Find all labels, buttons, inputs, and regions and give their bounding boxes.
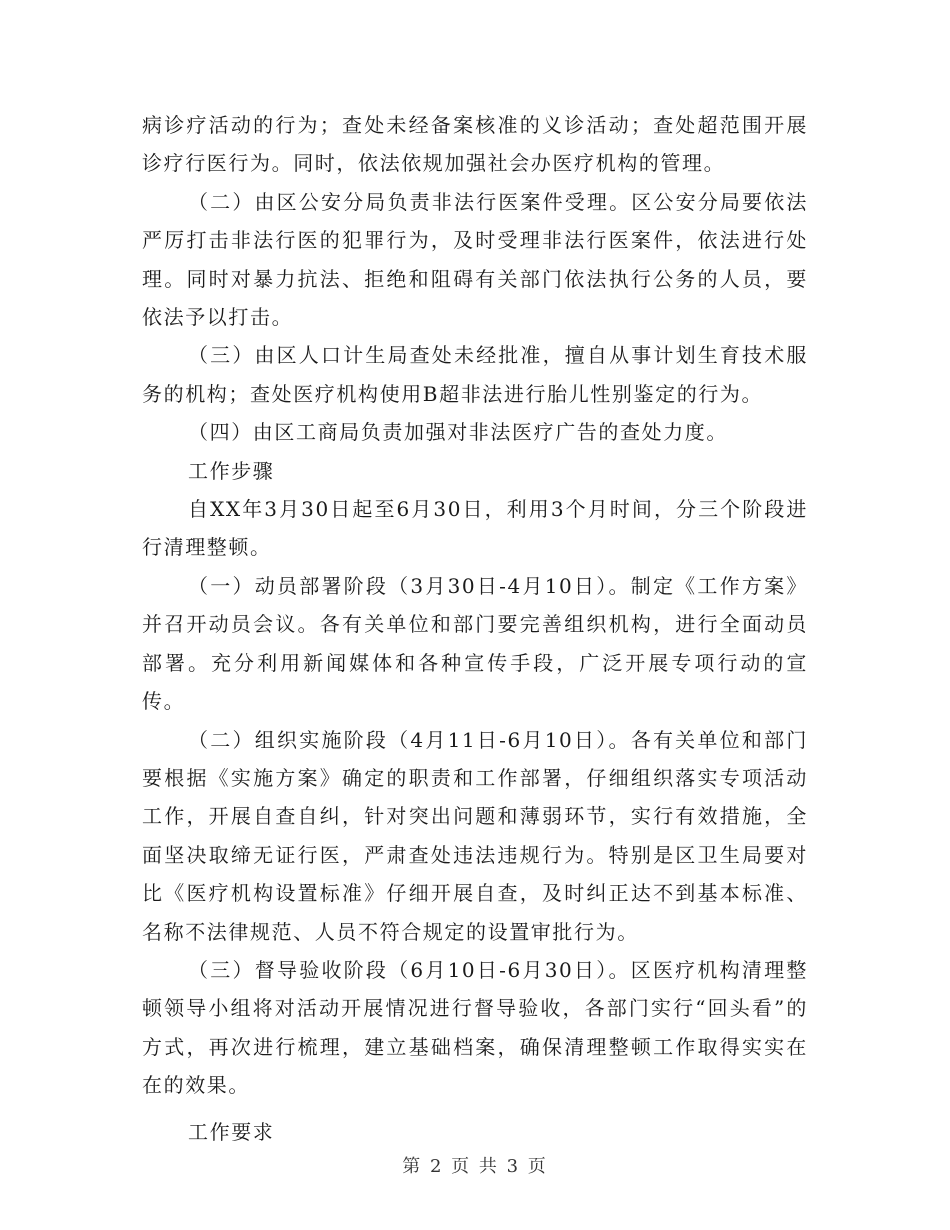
paragraph-commerce-bureau: （四）由区工商局负责加强对非法医疗广告的查处力度。 bbox=[188, 420, 728, 445]
page-footer: 第 2 页 共 3 页 bbox=[402, 1156, 548, 1177]
document-body bbox=[142, 106, 808, 1151]
paragraph-timeline: 自XX年3月30日起至6月30日，利用3个月时间，分三个阶段进行清理整顿。 bbox=[142, 497, 808, 560]
section-heading-work-requirements: 工作要求 bbox=[188, 1119, 275, 1144]
paragraph-stage-two: （二）组织实施阶段（4月11日-6月10日）。各有关单位和部门要根据《实施方案》确定的职责和工作部署，仔细组织落实专项活动工作，开展自查自纠，针对突出问题和薄弱环节，实行有效措施，全面坚决取缔无证行医，严肃查处违法违规行为。特别是区卫生局要对比《医疗机构设置标准》仔细开展自查，及时纠正达不到基本标准、名称不法律规范、人员不符合规定的设置审批行为。 bbox=[142, 727, 808, 944]
paragraph-stage-three: （三）督导验收阶段（6月10日-6月30日）。区医疗机构清理整顿领导小组将对活动开展情况进行督导验收，各部门实行“回头看”的方式，再次进行梳理，建立基础档案，确保清理整顿工作取得实实在在的效果。 bbox=[142, 957, 808, 1098]
paragraph-continued: 病诊疗活动的行为；查处未经备案核准的义诊活动；查处超范围开展诊疗行医行为。同时，依法依规加强社会办医疗机构的管理。 bbox=[142, 113, 808, 176]
section-heading-work-steps: 工作步骤 bbox=[188, 458, 275, 483]
paragraph-stage-one: （一）动员部署阶段（3月30日-4月10日）。制定《工作方案》并召开动员会议。各有关单位和部门要完善组织机构，进行全面动员部署。充分利用新闻媒体和各种宣传手段，广泛开展专项行动的宣传。 bbox=[142, 573, 808, 714]
paragraph-family-planning: （三）由区人口计生局查处未经批准，擅自从事计划生育技术服务的机构；查处医疗机构使用B超非法进行胎儿性别鉴定的行为。 bbox=[142, 343, 808, 406]
paragraph-public-security: （二）由区公安分局负责非法行医案件受理。区公安分局要依法严厉打击非法行医的犯罪行为，及时受理非法行医案件，依法进行处理。同时对暴力抗法、拒绝和阻碍有关部门依法执行公务的人员，要依法予以打击。 bbox=[142, 189, 808, 330]
